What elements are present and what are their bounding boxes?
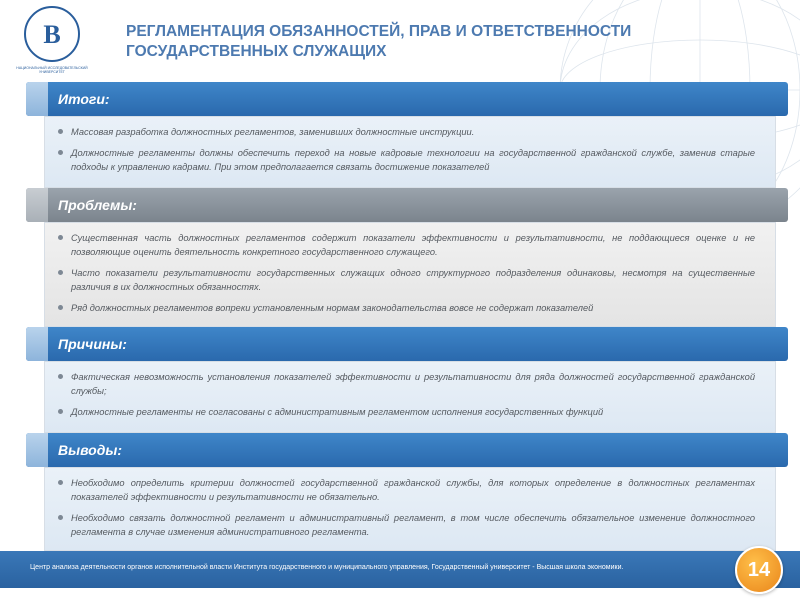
section-label: Итоги: [58, 91, 110, 107]
header-accent [26, 327, 48, 361]
footer-bar [0, 551, 800, 588]
section-header-conclusions [26, 433, 788, 467]
panel-fade [45, 177, 775, 187]
list-item: Должностные регламенты не согласованы с административным регламентом исполнения государственных функций [71, 405, 755, 419]
list-item: Должностные регламенты должны обеспечить переход на новые кадровые технологии на государственной гражданской службе, заменив старые подходы к управлению кадрами. При этом предполагается связать достижение показателей [71, 148, 755, 172]
section-label: Выводы: [58, 442, 122, 458]
section-header-problems [26, 188, 788, 222]
section-header-causes [26, 327, 788, 361]
header-accent [26, 433, 48, 467]
section-body-conclusions [44, 467, 776, 551]
university-logo [12, 6, 92, 76]
logo-caption: НАЦИОНАЛЬНЫЙ ИССЛЕДОВАТЕЛЬСКИЙ УНИВЕРСИТЕТ [16, 66, 88, 74]
section-body-problems [44, 222, 776, 327]
list-item: Фактическая невозможность установления показателей эффективности и результативности для ряда должностей государственной гражданской службы; [71, 372, 755, 396]
footer-text: Центр анализа деятельности органов исполнительной власти Института государственного и муниципального управления, Государственный университет - Высшая школа экономики. [30, 564, 624, 571]
logo-emblem [24, 6, 80, 62]
section-body-causes [44, 361, 776, 433]
header-accent [26, 188, 48, 222]
section-label: Проблемы: [58, 197, 137, 213]
section-body-results [44, 116, 776, 188]
page-title [126, 22, 726, 62]
header-accent [26, 82, 48, 116]
list-item: Массовая разработка должностных регламентов, заменивших должностные инструкции. [71, 125, 755, 139]
list-item: Необходимо связать должностной регламент и административный регламент, в том числе обеспечить обязательное изменение должностного регламента в случае изменения административного регламента. [71, 513, 755, 537]
logo-letter: В [43, 20, 61, 49]
list-item: Необходимо определить критерии должностей государственной гражданской службы, для которых определение в должностных регламентах показателей эффективности и результативности не обязательно. [71, 478, 755, 502]
panel-fade [45, 316, 775, 326]
section-label: Причины: [58, 336, 127, 352]
page-number-badge [735, 546, 783, 594]
page-number: 14 [747, 558, 771, 581]
list-item: Ряд должностных регламентов вопреки установленным нормам законодательства вовсе не содержат показателей [71, 301, 755, 315]
title-line-2: ГОСУДАРСТВЕННЫХ СЛУЖАЩИХ [126, 43, 387, 60]
title-line-1: РЕГЛАМЕНТАЦИЯ ОБЯЗАННОСТЕЙ, ПРАВ И ОТВЕТСТВЕННОСТИ [126, 23, 632, 40]
section-header-results [26, 82, 788, 116]
panel-fade [45, 422, 775, 432]
list-item: Часто показатели результативности государственных служащих одного структурного подразделения одинаковы, несмотря на существенные различия в их должностных обязанностях. [71, 268, 755, 292]
list-item: Существенная часть должностных регламентов содержит показатели эффективности и результативности, не поддающиеся оценке и не позволяющие оценить деятельность конкретного государственного служащего. [71, 233, 755, 257]
